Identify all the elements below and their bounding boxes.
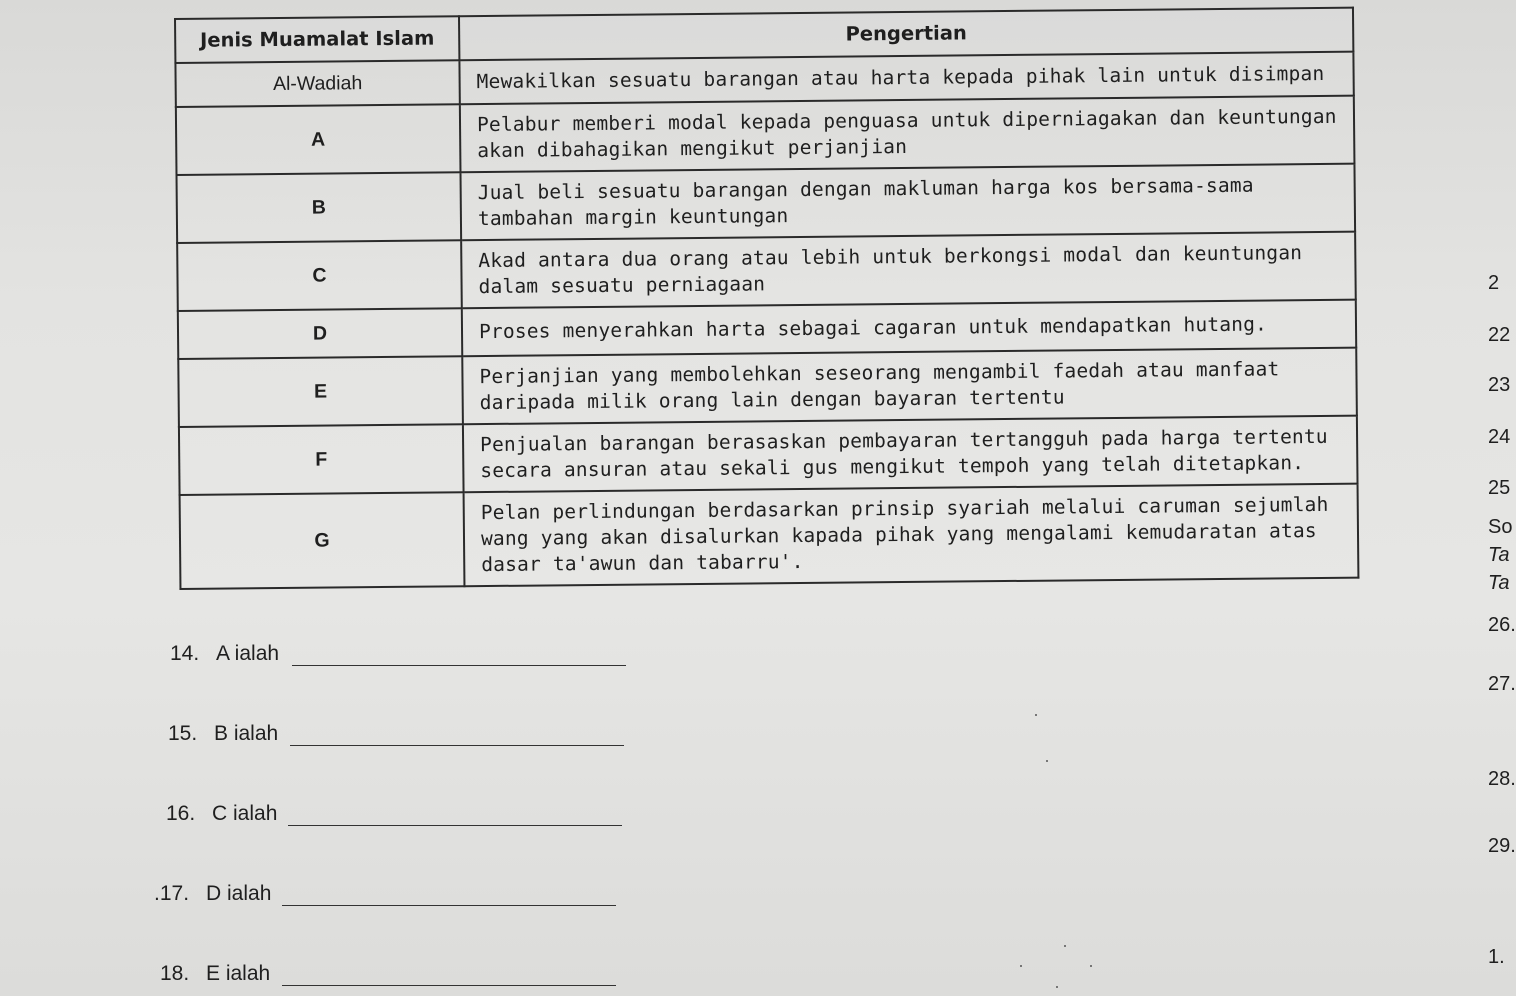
margin-number: 23 bbox=[1488, 374, 1511, 396]
row-definition: Perjanjian yang membolehkan seseorang mengambil faedah atau manfaat daripada milik orang lain dengan bayaran tertentu bbox=[462, 348, 1357, 425]
margin-number: So bbox=[1488, 516, 1513, 538]
row-label: D bbox=[178, 308, 462, 359]
row-definition: Pelan perlindungan berdasarkan prinsip syariah melalui caruman sejumlah wang yang akan disalurkan kapada pihak yang mengalami kemudaratan atas dasar ta'awun dan tabarru'. bbox=[464, 484, 1359, 587]
paper-speck bbox=[1064, 945, 1066, 947]
answer-line[interactable] bbox=[292, 645, 626, 666]
muamalat-table bbox=[174, 7, 1359, 590]
answer-line[interactable] bbox=[282, 965, 616, 986]
header-pengertian: Pengertian bbox=[459, 8, 1353, 61]
table-row bbox=[177, 164, 1356, 243]
margin-number: 25 bbox=[1488, 477, 1511, 499]
paper-speck bbox=[1090, 965, 1092, 967]
row-label: B bbox=[177, 172, 462, 243]
margin-number: 29. bbox=[1488, 835, 1516, 857]
question-item bbox=[166, 802, 622, 826]
row-definition: Jual beli sesuatu barangan dengan makluman harga kos bersama-sama tambahan margin keuntungan bbox=[460, 164, 1355, 241]
question-text: E ialah bbox=[206, 962, 271, 985]
margin-number: 1. bbox=[1488, 946, 1505, 968]
row-definition: Penjualan barangan berasaskan pembayaran tertangguh pada harga tertentu secara ansuran atau sekali gus mengikut tempoh yang telah ditetapkan. bbox=[463, 416, 1358, 493]
margin-number: 26. bbox=[1488, 614, 1516, 636]
row-label: G bbox=[180, 492, 465, 589]
row-definition: Pelabur memberi modal kepada penguasa untuk diperniagakan dan keuntungan akan dibahagikan mengikut perjanjian bbox=[460, 96, 1355, 173]
table-row bbox=[178, 348, 1357, 427]
margin-number: 28. bbox=[1488, 768, 1516, 790]
paper-speck bbox=[1056, 986, 1058, 988]
row-label: F bbox=[179, 424, 464, 495]
table-row bbox=[177, 232, 1356, 311]
paper-speck bbox=[1035, 714, 1037, 716]
question-number: 15. bbox=[168, 722, 198, 745]
margin-number: 24 bbox=[1488, 426, 1511, 448]
answer-line[interactable] bbox=[288, 805, 622, 826]
question-item bbox=[160, 962, 616, 986]
row-label: Al-Wadiah bbox=[175, 60, 459, 107]
question-list bbox=[154, 640, 760, 990]
row-label: E bbox=[178, 356, 463, 427]
question-item bbox=[154, 882, 616, 906]
question-number: .17. bbox=[154, 882, 190, 905]
header-jenis-muamalat: Jenis Muamalat Islam bbox=[175, 16, 459, 63]
answer-line[interactable] bbox=[290, 725, 624, 746]
question-text: B ialah bbox=[214, 722, 279, 745]
margin-number: 2 bbox=[1488, 272, 1500, 294]
row-label: A bbox=[176, 104, 461, 175]
margin-number: Ta bbox=[1488, 544, 1510, 566]
question-number: 14. bbox=[170, 642, 200, 665]
margin-number: Ta bbox=[1488, 572, 1510, 594]
row-definition: Proses menyerahkan harta sebagai cagaran untuk mendapatkan hutang. bbox=[462, 300, 1356, 357]
row-label: C bbox=[177, 240, 462, 311]
question-number: 18. bbox=[160, 962, 190, 985]
table-row bbox=[180, 484, 1359, 589]
row-definition: Akad antara dua orang atau lebih untuk berkongsi modal dan keuntungan dalam sesuatu perniagaan bbox=[461, 232, 1356, 309]
margin-number: 22 bbox=[1488, 324, 1511, 346]
question-item bbox=[170, 642, 626, 666]
table-row bbox=[179, 416, 1358, 495]
paper-speck bbox=[1020, 965, 1022, 967]
row-definition: Mewakilkan sesuatu barangan atau harta kepada pihak lain untuk disimpan bbox=[459, 52, 1353, 105]
table-row bbox=[176, 96, 1355, 175]
margin-number: 27. bbox=[1488, 673, 1516, 695]
question-number: 16. bbox=[166, 802, 196, 825]
answer-line[interactable] bbox=[282, 885, 616, 906]
paper-speck bbox=[1046, 760, 1048, 762]
question-text: C ialah bbox=[212, 802, 278, 825]
question-text: A ialah bbox=[216, 642, 280, 665]
right-margin-numbers bbox=[1486, 0, 1516, 996]
question-text: D ialah bbox=[206, 882, 272, 905]
question-item bbox=[168, 722, 624, 746]
